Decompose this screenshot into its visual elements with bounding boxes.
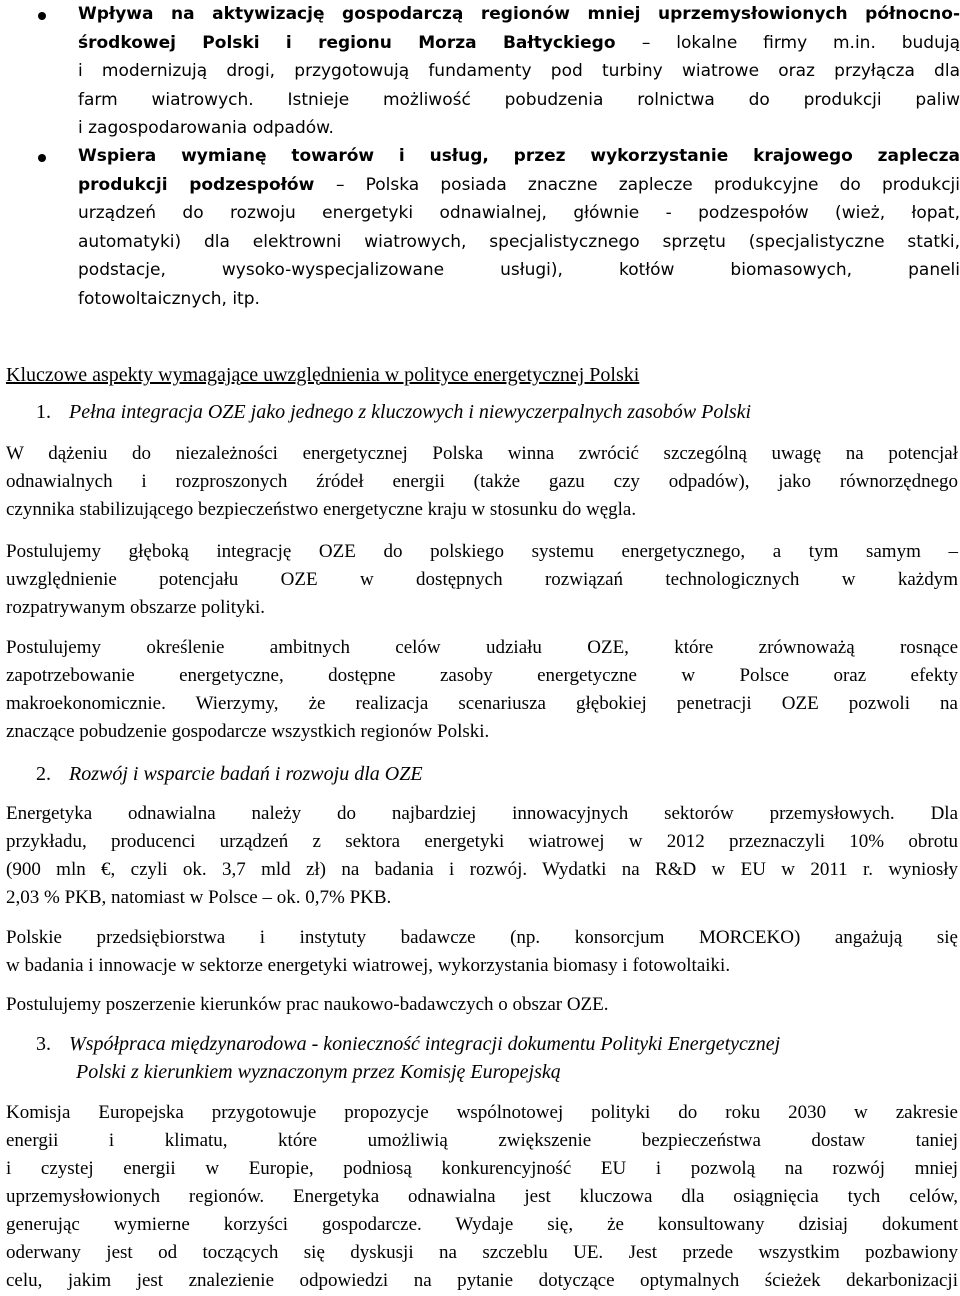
paragraph-line: czynnika stabilizującego bezpieczeństwo energetyczne kraju w stosunku do węgla.: [6, 499, 637, 520]
paragraph-line: Postulujemy poszerzenie kierunków prac naukowo-badawczych o obszar OZE.: [6, 994, 609, 1015]
paragraph-line: makroekonomicznie. Wierzymy, że realizacja scenariusza głębokiej penetracji OZE pozwoli na: [6, 693, 958, 714]
paragraph-line: przykładu, producenci urządzeń z sektora energetyki wiatrowej w 2012 przeznaczyli 10% obrotu: [6, 831, 958, 852]
paragraph: [6, 991, 958, 1019]
paragraph: [6, 634, 958, 746]
bullet-line: podstacje, wysoko-wyspecjalizowane usługi), kotłów biomasowych, paneli: [78, 260, 960, 280]
bullet-line: Wpływa na aktywizację gospodarczą regionów mniej uprzemysłowionych północno-: [78, 4, 960, 24]
bullet-line: i zagospodarowania odpadów.: [78, 118, 334, 138]
item-number: 1.: [36, 401, 51, 423]
item-title: Współpraca międzynarodowa - konieczność integracji dokumentu Polityki Energetycznej: [69, 1033, 781, 1055]
paragraph: [6, 924, 958, 980]
item-title: Polski z kierunkiem wyznaczonym przez Komisję Europejską: [76, 1061, 561, 1083]
paragraph: [6, 538, 958, 622]
paragraph-line: Postulujemy określenie ambitnych celów udziału OZE, które zrównoważą rosnące: [6, 637, 958, 658]
paragraph-line: energii i klimatu, które umożliwią zwiększenie bezpieczeństwa dostaw taniej: [6, 1130, 958, 1151]
paragraph-line: rozpatrywanym obszarze polityki.: [6, 597, 266, 618]
bullet-line: farm wiatrowych. Istnieje możliwość pobudzenia rolnictwa do produkcji paliw: [78, 89, 960, 110]
bullet-line: produkcji podzespołów – Polska posiada znaczne zaplecze produkcyjne do produkcji: [78, 174, 960, 195]
paragraph-line: celu, jakim jest znalezienie odpowiedzi na pytanie dotyczące optymalnych ścieżek dekarbonizacji: [6, 1270, 958, 1291]
paragraph-line: w badania i innowacje w sektorze energetyki wiatrowej, wykorzystania biomasy i fotowoltaiki.: [6, 955, 731, 976]
paragraph-line: Postulujemy głęboką integrację OZE do polskiego systemu energetycznego, a tym samym –: [6, 541, 958, 562]
item-number: 2.: [36, 763, 51, 785]
paragraph: [6, 440, 958, 524]
paragraph: [6, 1099, 958, 1295]
item-title: Rozwój i wsparcie badań i rozwoju dla OZE: [69, 763, 423, 785]
paragraph-line: 2,03 % PKB, natomiast w Polsce – ok. 0,7% PKB.: [6, 887, 392, 908]
bullet-text: [78, 142, 960, 313]
bullet-line: i modernizują drogi, przygotowują fundamenty pod turbiny wiatrowe oraz przyłącza dla: [78, 61, 960, 81]
paragraph-line: odnawialnych i rozproszonych źródeł energii (także gazu czy odpadów), jako równorzędnego: [6, 471, 958, 492]
paragraph-line: znaczące pobudzenie gospodarcze wszystkich regionów Polski.: [6, 721, 490, 742]
bullet-line: fotowoltaicznych, itp.: [78, 288, 260, 309]
paragraph-line: Komisja Europejska przygotowuje propozycje wspólnotowej polityki do roku 2030 w zakresie: [6, 1102, 958, 1123]
item-heading-line: [36, 760, 936, 788]
paragraph-line: i czystej energii w Europie, podniosą konkurencyjność EU i pozwolą na rozwój mniej: [6, 1158, 958, 1179]
paragraph-line: uprzemysłowionych regionów. Energetyka odnawialna jest kluczowa dla osiągnięcia tych celów,: [6, 1186, 958, 1207]
item-heading-line: [36, 1030, 956, 1058]
paragraph-line: generując wymierne korzyści gospodarcze. Wydaje się, że konsultowany dzisiaj dokument: [6, 1214, 958, 1235]
item-heading-line: [36, 398, 936, 426]
item-heading-1: [36, 398, 936, 426]
paragraph-line: (900 mln €, czyli ok. 3,7 mld zł) na badania i rozwój. Wydatki na R&D w EU w 2011 r. wyniosły: [6, 859, 958, 880]
paragraph: [6, 800, 958, 912]
item-heading-2: [36, 760, 936, 788]
paragraph-line: Energetyka odnawialna należy do najbardziej innowacyjnych sektorów przemysłowych. Dla: [6, 803, 958, 824]
section-heading-block: [6, 361, 958, 389]
bullet-icon: [38, 154, 46, 162]
bullet-icon: [38, 12, 46, 20]
paragraph-line: Polskie przedsiębiorstwa i instytuty badawcze (np. konsorcjum MORCEKO) angażują się: [6, 927, 958, 948]
paragraph-line: oderwany jest od toczących się dyskusji na szczeblu UE. Jest przede wszystkim pozbawiony: [6, 1242, 958, 1263]
bullet-line: urządzeń do rozwoju energetyki odnawialnej, głównie - podzespołów (wież, łopat,: [78, 203, 960, 223]
paragraph-line: W dążeniu do niezależności energetycznej Polska winna zwrócić szczególną uwagę na potencjał: [6, 443, 958, 464]
item-title: Pełna integracja OZE jako jednego z kluczowych i niewyczerpalnych zasobów Polski: [69, 401, 752, 423]
paragraph-line: zapotrzebowanie energetyczne, dostępne zasoby energetyczne w Polsce oraz efekty: [6, 665, 958, 686]
item-heading-3: [36, 1030, 956, 1086]
bullet-line: środkowej Polski i regionu Morza Bałtyckiego – lokalne firmy m.in. budują: [78, 32, 960, 53]
item-number: 3.: [36, 1033, 51, 1055]
section-heading: Kluczowe aspekty wymagające uwzględnienia w polityce energetycznej Polski: [6, 364, 640, 386]
bullet-line: automatyki) dla elektrowni wiatrowych, specjalistycznego sprzętu (specjalistyczne statki,: [78, 231, 960, 252]
paragraph-line: uwzględnienie potencjału OZE w dostępnych rozwiązań technologicznych w każdym: [6, 569, 958, 590]
bullet-line: Wspiera wymianę towarów i usług, przez wykorzystanie krajowego zaplecza: [78, 146, 960, 166]
bullet-text: [78, 0, 960, 143]
